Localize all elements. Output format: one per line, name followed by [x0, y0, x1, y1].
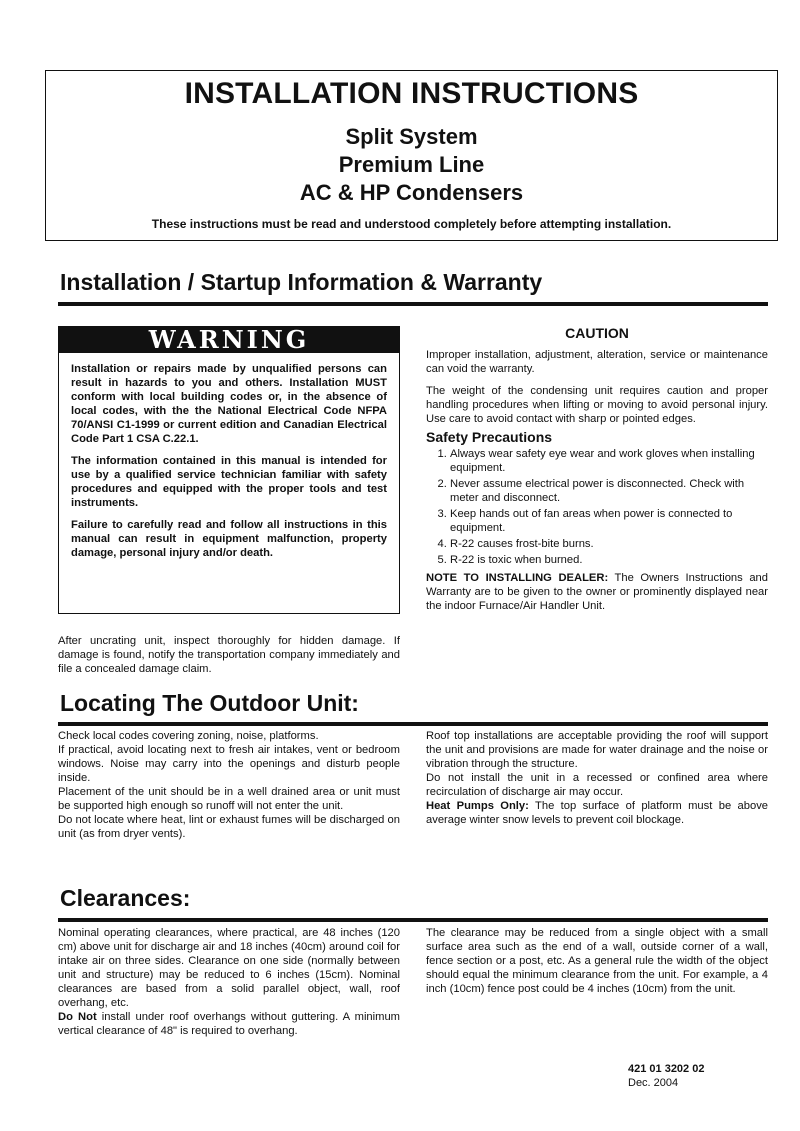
warning-banner: WARNING — [59, 327, 399, 353]
dealer-note-text: The Owners Instructions and Warranty are to be given to the owner or prominently displayed near the indoor Furnace/Air Handler Unit. — [426, 572, 768, 612]
heat-pumps-label: Heat Pumps Only: — [426, 800, 529, 812]
clearances-left-column — [58, 926, 400, 1038]
locating-left-column — [58, 729, 400, 841]
heat-pumps-text: The top surface of platform must be above average winter snow levels to prevent coil blockage. — [426, 800, 769, 826]
dealer-note-label: NOTE TO INSTALLING DEALER: — [426, 572, 609, 584]
warning-paragraph: Failure to carefully read and follow all instructions in this manual can result in equipment malfunction, property damage, personal injury and/or death. — [71, 519, 387, 559]
document-title: INSTALLATION INSTRUCTIONS — [184, 77, 639, 110]
safety-item: 4. R-22 causes frost-bite burns. — [450, 537, 768, 551]
section-rule — [58, 302, 768, 306]
locating-paragraph: Do not install the unit in a recessed or confined area where recirculation of discharge air may occur. — [426, 772, 768, 798]
locating-paragraph: Check local codes covering zoning, noise, platforms. — [58, 730, 319, 742]
header-box — [45, 70, 778, 241]
do-not-text: install under roof overhangs without guttering. A minimum vertical clearance of 48" is required to overhang. — [58, 1011, 400, 1037]
read-notice: These instructions must be read and understood completely before attempting installation. — [151, 217, 672, 231]
safety-item: 1. Always wear safety eye wear and work gloves when installing equipment. — [450, 447, 768, 475]
do-not-label: Do Not — [58, 1011, 97, 1023]
section-rule — [58, 918, 768, 922]
section-title-installation: Installation / Startup Information & Warranty — [60, 269, 543, 295]
safety-precautions-heading: Safety Precautions — [426, 429, 553, 445]
warning-paragraph: The information contained in this manual is intended for use by a qualified service technician familiar with safety procedures and equipped with the proper tools and test instruments. — [71, 455, 387, 509]
caution-title: CAUTION — [565, 325, 629, 341]
locating-paragraph: Placement of the unit should be in a well drained area or unit must be supported high enough so runoff will not enter the unit. — [58, 786, 400, 812]
section-title-clearances: Clearances: — [60, 885, 191, 911]
locating-paragraph: Do not locate where heat, lint or exhaust fumes will be discharged on unit (as from dryer vents). — [58, 814, 400, 840]
safety-item: 5. R-22 is toxic when burned. — [450, 553, 768, 567]
heat-pumps-paragraph — [426, 799, 768, 827]
locating-paragraph: Roof top installations are acceptable providing the roof will support the unit and provisions are made for water drainage and the noise or vibration through the structure. — [426, 730, 768, 770]
caution-column — [426, 326, 768, 613]
safety-item: 2. Never assume electrical power is disconnected. Check with meter and disconnect. — [450, 477, 768, 505]
subtitle-line-2: Premium Line — [338, 152, 485, 177]
locating-right-column — [426, 729, 768, 827]
locating-paragraph: If practical, avoid locating next to fresh air intakes, vent or bedroom windows. Noise may carry into the openings and disturb people inside. — [58, 744, 400, 784]
do-not-paragraph — [58, 1010, 400, 1038]
document-number: 421 01 3202 02 — [628, 1063, 705, 1075]
uncrating-text-block — [58, 634, 400, 676]
clearances-paragraph: The clearance may be reduced from a single object with a small surface area such as the end of a wall, outside corner of a wall, fence section or a post, etc. As a general rule the width of the object should equal the minimum clearance from the unit. For example, a 4 inch (10cm) fence post could be 4 inches (10cm) from the unit. — [426, 927, 768, 995]
caution-paragraph: Improper installation, adjustment, alteration, service or maintenance can void the warranty. — [426, 349, 768, 375]
clearances-right-column — [426, 926, 768, 996]
document-date: Dec. 2004 — [628, 1077, 679, 1089]
safety-list — [426, 447, 768, 567]
document-footer — [628, 1062, 704, 1090]
section-rule — [58, 722, 768, 726]
uncrating-paragraph: After uncrating unit, inspect thoroughly for hidden damage. If damage is found, notify the transportation company immediately and file a concealed damage claim. — [58, 635, 400, 675]
subtitle-line-1: Split System — [345, 124, 478, 149]
warning-body — [59, 353, 399, 560]
section-title-locating: Locating The Outdoor Unit: — [60, 690, 359, 716]
subtitle-line-3: AC & HP Condensers — [299, 180, 524, 205]
warning-box — [58, 326, 400, 614]
dealer-note — [426, 571, 768, 613]
safety-item: 3. Keep hands out of fan areas when power is connected to equipment. — [450, 507, 768, 535]
clearances-paragraph: Nominal operating clearances, where practical, are 48 inches (120 cm) above unit for discharge air and 18 inches (40cm) around coil for intake air on three sides. Clearance on one side (normally between unit and structure) may be reduced to 6 inches (15cm). Nominal clearances are based from a solid parallel object, wall, roof overhang, etc. — [58, 927, 400, 1009]
warning-paragraph: Installation or repairs made by unqualified persons can result in hazards to you and others. Installation MUST conform with local building codes or, in the absence of local codes, with the the National Electrical Code NFPA 70/ANSI C1-1999 or current edition and Canadian Electrical Code Part 1 CSA C.22.1. — [71, 363, 387, 445]
caution-paragraph: The weight of the condensing unit requires caution and proper handling procedures when lifting or moving to avoid personal injury. Use care to avoid contact with sharp or pointed edges. — [426, 385, 768, 425]
